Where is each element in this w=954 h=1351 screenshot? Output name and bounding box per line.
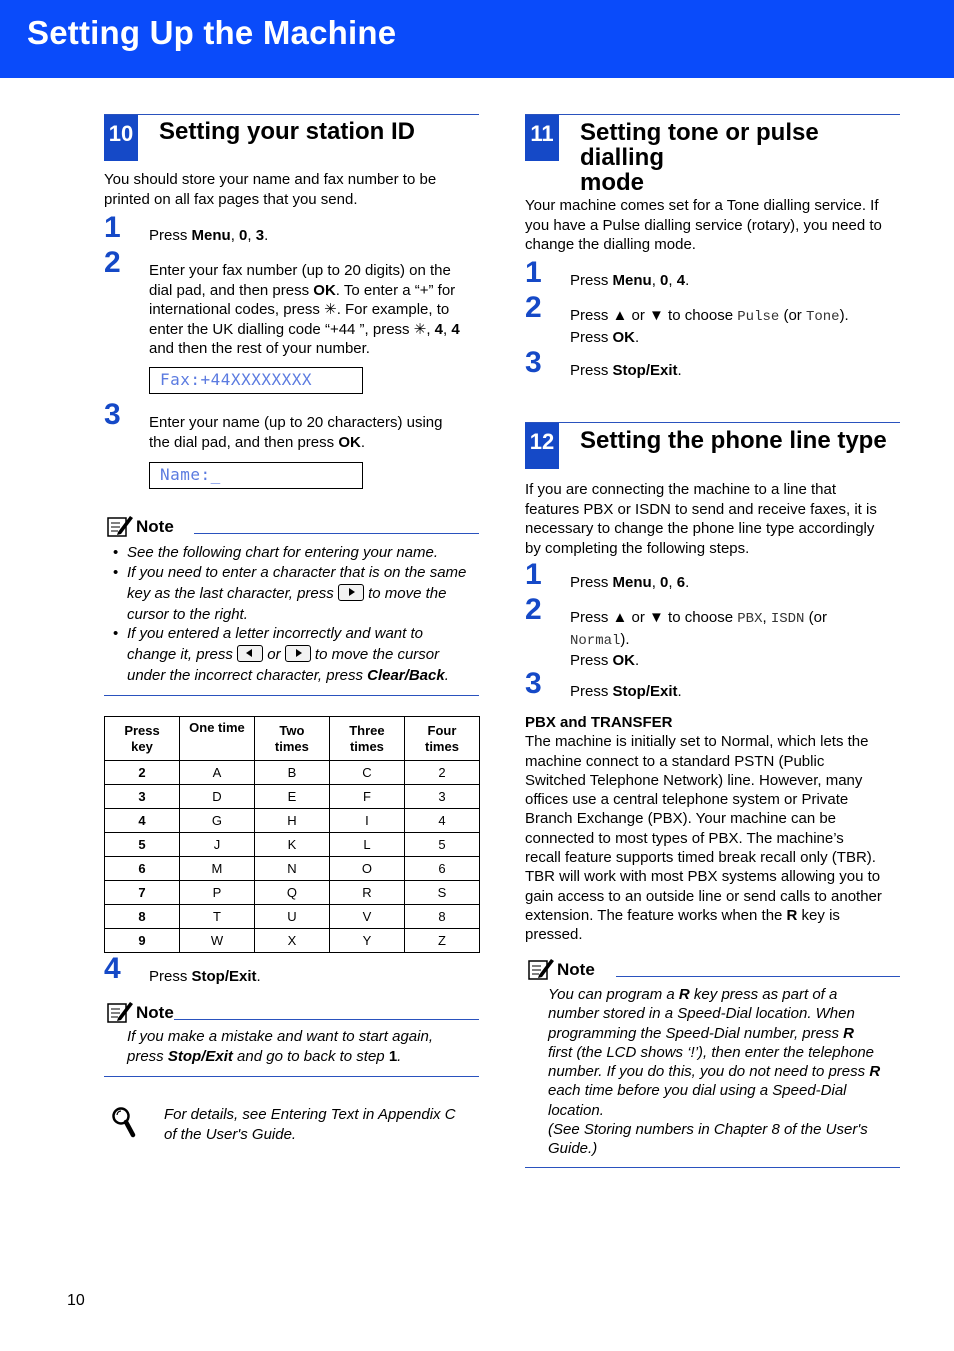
note-label: Note	[136, 1003, 174, 1022]
step-text: Press Stop/Exit.	[570, 683, 682, 700]
tip-text: For details, see Entering Text in Appendix C of the User's Guide.	[164, 1106, 456, 1143]
intro-line: You should store your name and fax number to be	[104, 171, 437, 188]
step-number: 3	[525, 346, 542, 379]
section-title: Setting tone or pulse dialling mode	[580, 119, 819, 196]
star-key-icon: ✳	[324, 301, 337, 318]
note-pencil-icon	[106, 514, 134, 538]
note-bullet: • If you entered a letter incorrectly and want to change it, press or to move the cursor under the incorrect character, press Clear/Back.	[113, 625, 449, 684]
table-header: One time	[180, 717, 255, 761]
section-number: 12	[525, 423, 559, 469]
step-text: Press ▲ or ▼ to choose Pulse (or Tone). Press OK.	[570, 307, 849, 346]
character-table	[104, 716, 480, 953]
section-title: Setting your station ID	[159, 118, 416, 145]
right-arrow-key-icon	[338, 584, 364, 601]
step-text: Enter your fax number (up to 20 digits) on the dial pad, and then press OK. To enter a “+” for international codes, press ✳. For example, to enter the UK dialling code “+44 ”, press ✳, 4, 4 and then the rest of your number.	[149, 262, 460, 357]
step-number: 1	[525, 256, 542, 289]
note-heading	[106, 515, 479, 539]
note-bullet: • If you need to enter a character that is on the same key as the last character, press to move the cursor to the right.	[113, 564, 467, 623]
pbx-heading: PBX and TRANSFER	[525, 714, 673, 731]
intro-line: features PBX or ISDN to send and receive faxes, it is	[525, 500, 877, 518]
section-10-intro	[104, 170, 436, 209]
section-number: 11	[525, 115, 559, 161]
lcd-text: Name:_	[160, 465, 221, 484]
table-header: Press key	[105, 717, 180, 761]
step-number: 2	[525, 291, 542, 324]
divider	[174, 1019, 479, 1020]
note-bullet: • See the following chart for entering your name.	[113, 544, 439, 561]
table-row: 6 M N O 6	[105, 857, 480, 881]
note-label: Note	[136, 517, 174, 536]
right-arrow-key-icon	[285, 645, 311, 662]
table-header: Three times	[329, 717, 404, 761]
section-title: Setting the phone line type	[580, 427, 887, 454]
intro-line: Your machine comes set for a Tone dialling service. If	[525, 197, 879, 214]
note-text: If you make a mistake and want to start again, press Stop/Exit and go to back to step 1.	[127, 1028, 433, 1065]
lcd-display-name	[149, 462, 363, 489]
table-row: 8 T U V 8	[105, 905, 480, 929]
note-heading	[527, 958, 900, 982]
section-11-heading	[525, 114, 900, 196]
page-header-title: Setting Up the Machine	[27, 14, 397, 51]
note-label: Note	[557, 960, 595, 979]
table-header: Two times	[254, 717, 329, 761]
table-row: 2 A B C 2	[105, 761, 480, 785]
step-text: Press Stop/Exit.	[570, 362, 682, 379]
lcd-text: Fax:+44XXXXXXXX	[160, 370, 312, 389]
divider	[104, 695, 479, 696]
table-row: 3 D E F 3	[105, 785, 480, 809]
section-10	[104, 114, 479, 163]
step-text: Press ▲ or ▼ to choose PBX, ISDN (or Normal). Press OK.	[570, 609, 827, 669]
step-text: Press Menu, 0, 6.	[570, 574, 690, 591]
divider	[616, 976, 900, 977]
note-pencil-icon	[106, 1000, 134, 1024]
left-arrow-key-icon	[237, 645, 263, 662]
step-number: 3	[104, 398, 121, 431]
step-text: Enter your name (up to 20 characters) using the dial pad, and then press OK.	[149, 414, 443, 451]
step-text: Press Stop/Exit.	[149, 968, 261, 985]
page-number: 10	[67, 1292, 85, 1309]
table-header: Four times	[404, 717, 479, 761]
divider	[525, 1167, 900, 1168]
step-number: 2	[104, 246, 121, 279]
section-10-heading	[104, 114, 479, 163]
note-heading	[106, 1001, 479, 1025]
table-row: 5 J K L 5	[105, 833, 480, 857]
table-row: 9 W X Y Z	[105, 929, 480, 953]
step-text: Press Menu, 0, 3.	[149, 227, 269, 244]
step-text: Press Menu, 0, 4.	[570, 272, 690, 289]
step-number: 2	[525, 593, 542, 626]
note-pencil-icon	[527, 957, 555, 981]
table-header-row	[105, 717, 480, 761]
step-number: 1	[104, 211, 121, 244]
step-number: 4	[104, 952, 121, 985]
section-number: 10	[104, 115, 138, 161]
page-header-banner	[0, 0, 954, 78]
section-12-heading	[525, 422, 900, 471]
divider	[104, 1076, 479, 1077]
star-key-icon: ✳	[413, 320, 427, 338]
note-text: You can program a R key press as part of a number stored in a Speed-Dial location. When programming the Speed-Dial number, press R first (the LCD shows ‘!’), then enter the telephone number. If you do this, you do not need to press R each time before you dial using a Speed-Dial location. (See Storing numbers in Chapter 8 of the User's Guide.)	[548, 986, 881, 1158]
intro-line: If you are connecting the machine to a line that	[525, 481, 837, 498]
step-number: 1	[525, 558, 542, 591]
intro-line: printed on all fax pages that you send.	[104, 190, 358, 208]
section-11-intro	[525, 196, 882, 255]
divider	[194, 533, 479, 534]
section-12	[525, 422, 900, 471]
section-11	[525, 114, 900, 196]
step-number: 3	[525, 667, 542, 700]
table-row: 4 G H I 4	[105, 809, 480, 833]
pbx-section: PBX and TRANSFER The machine is initially set to Normal, which lets the machine connect to a standard PSTN (Public Switched Telephone Network) line. However, many offices use a central telephone system or Private Branch Exchange (PBX). Your machine can be connected to most types of PBX. The machine’s recall feature supports timed break recall only (TBR). TBR will work with most PBX systems allowing you to gain access to an outside line or send calls to another extension. The feature works when the R key is pressed.	[525, 713, 900, 945]
intro-line: necessary to change the phone line type accordingly	[525, 520, 875, 537]
intro-line: you have a Pulse dialling service (rotary), you need to	[525, 216, 882, 234]
lcd-display-fax	[149, 367, 363, 394]
section-12-intro	[525, 480, 877, 558]
intro-line: by completing the following steps.	[525, 539, 750, 557]
magnifier-icon	[111, 1106, 137, 1138]
intro-line: change the dialling mode.	[525, 236, 696, 253]
table-row: 7 P Q R S	[105, 881, 480, 905]
